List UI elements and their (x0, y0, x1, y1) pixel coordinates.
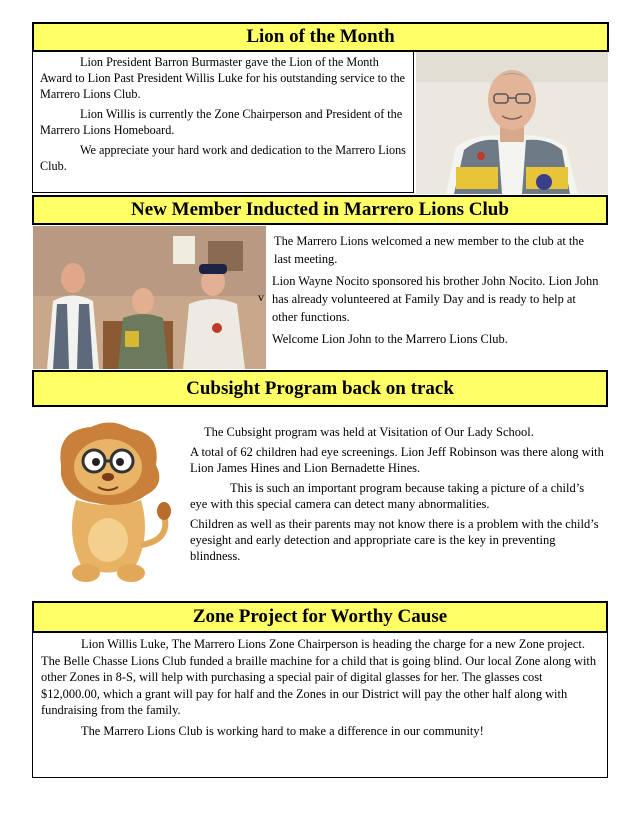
cubsight-paragraph: This is such an important program because taking a picture of a child’s eye with this special camera can detect many abnormalities. (190, 481, 585, 511)
cubsight-paragraph: The Cubsight program was held at Visitation of Our Lady School. (204, 425, 534, 439)
lion-cub-cartoon (36, 415, 186, 595)
cubsight-heading: Cubsight Program back on track (32, 370, 608, 407)
stray-mark: v (258, 290, 264, 304)
cubsight-paragraph: Children as well as their parents may not know there is a problem with the child’s eyesight and early detection and appropriate care is the key in preventing blindness. (190, 517, 599, 563)
zone-project-body (41, 636, 603, 743)
zone-project-paragraph: The Marrero Lions Club is working hard to make a difference in our community! (81, 723, 484, 738)
new-member-body (272, 232, 600, 352)
new-member-paragraph: Lion Wayne Nocito sponsored his brother John Nocito. Lion John has already volunteered at Family Day and is ready to help at other functions. (272, 274, 599, 324)
cubsight-paragraph: A total of 62 children had eye screenings. Lion Jeff Robinson was there along with Lion James Hines and Lion Bernadette Hines. (190, 445, 604, 475)
lion-of-month-heading: Lion of the Month (32, 22, 609, 52)
lion-of-month-paragraph: Lion Willis is currently the Zone Chairperson and President of the Marrero Lions Homeboard. (40, 107, 403, 137)
new-member-paragraph: Welcome Lion John to the Marrero Lions Club. (272, 332, 508, 346)
zone-project-heading: Zone Project for Worthy Cause (32, 601, 608, 633)
new-member-heading: New Member Inducted in Marrero Lions Club (32, 195, 608, 225)
lion-of-month-paragraph: Lion President Barron Burmaster gave the Lion of the Month Award to Lion Past President Willis Luke for his outstanding service to the Marrero Lions Club. (40, 55, 406, 101)
cubsight-body (190, 424, 604, 568)
willis-luke-photo (416, 52, 608, 194)
zone-project-paragraph: Lion Willis Luke, The Marrero Lions Zone Chairperson is heading the charge for a new Zone project. The Belle Chasse Lions Club funded a braille machine for a child that is going blind. Our local Zone along with other Zones in 8-S, will help with purchasing a special pair of digital glasses for her. The glasses cost $12,000.00, which a grant will pay for half and the Zones in our District will pay the other half along with fundraising from the family. (41, 637, 597, 717)
lion-of-month-paragraph: We appreciate your hard work and dedication to the Marrero Lions Club. (40, 143, 406, 173)
new-member-photo (33, 226, 266, 369)
new-member-paragraph: The Marrero Lions welcomed a new member to the club at the last meeting. (274, 234, 584, 266)
lion-of-month-body (40, 54, 410, 178)
